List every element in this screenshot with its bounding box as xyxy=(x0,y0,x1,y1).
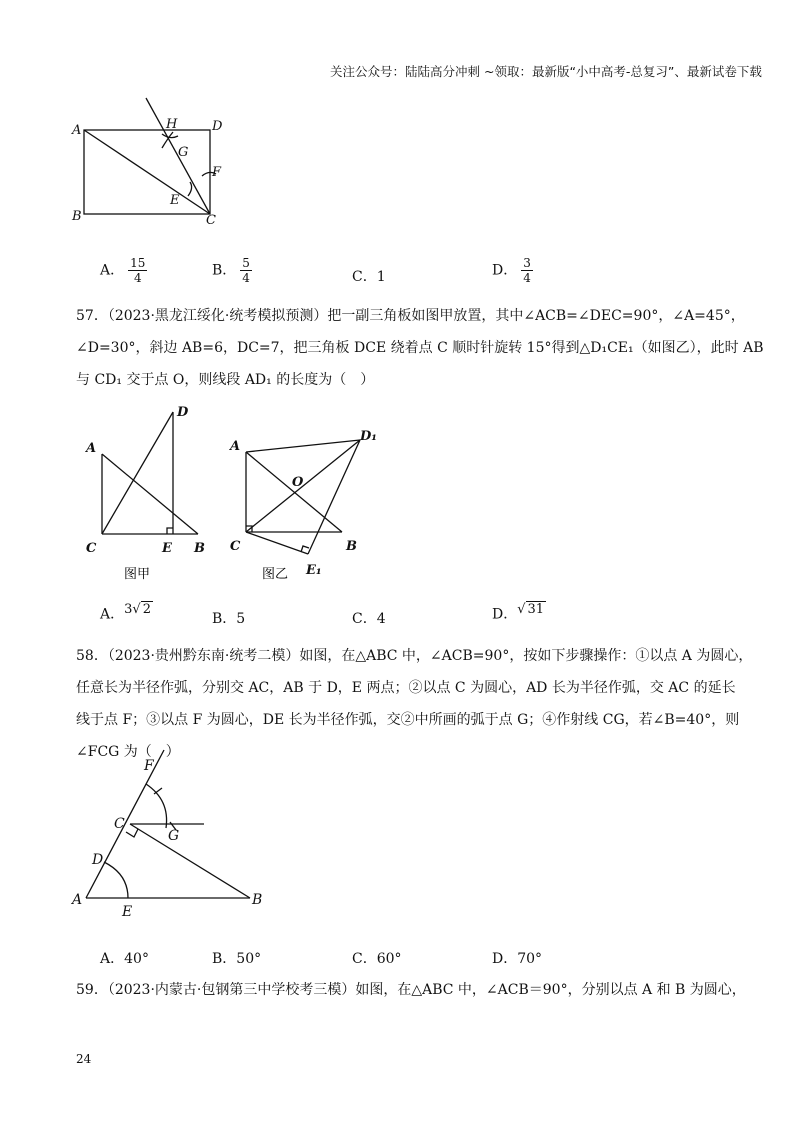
q58-label-d: D xyxy=(92,852,104,868)
q58-option-d[interactable]: D．70° xyxy=(492,951,543,967)
q58-text: 58．（2023·贵州黔东南·统考二模）如图，在△ABC 中，∠ACB=90°，按如下步骤操作：①以点 A 为圆心， 任意长为半径作弧，分别交 AC，AB 于 D，E 两点；②以点 C 为圆心，AD 长为半径作弧，交 AC 的延长 线于点 F；③以点 F 为圆心，DE 长为半径作弧，交②中所画的弧于点 G；④作射线 CG，若∠B=40°，则 ∠FCG 为（ ） xyxy=(76,648,753,760)
q58-label-f: F xyxy=(144,758,154,774)
fig1-label-a: A xyxy=(86,441,97,456)
q56-label-d: D xyxy=(212,119,223,134)
fraction: $\frac{5}{4}$ xyxy=(242,256,250,285)
q58-option-c[interactable]: C．60° xyxy=(352,951,402,967)
q56-option-b[interactable]: B． $\frac{5}{4}$ xyxy=(212,256,250,285)
arc-de xyxy=(104,862,128,898)
fig1-label-b: B xyxy=(194,541,205,556)
right-angle-mark xyxy=(167,528,173,534)
side-ce1 xyxy=(246,532,308,554)
q56-label-f: F xyxy=(212,165,222,180)
arc-e xyxy=(188,182,192,196)
q57-figure-2 xyxy=(226,422,386,587)
q56-label-e: E xyxy=(170,193,180,208)
q58-figure xyxy=(70,742,280,922)
side-dc xyxy=(102,412,173,534)
fig2-label-b: B xyxy=(346,539,357,554)
q56-option-c[interactable]: C．1 xyxy=(352,269,386,285)
page-number: 24 xyxy=(76,1052,92,1066)
q56-label-g: G xyxy=(178,145,189,160)
fig1-label-d: D xyxy=(177,405,189,420)
fig2-label-a: A xyxy=(230,439,241,454)
q56-label-a: A xyxy=(72,123,82,138)
fig2-label-d1: D₁ xyxy=(360,429,377,444)
right-angle-mark xyxy=(126,829,138,837)
q58-option-a[interactable]: A．40° xyxy=(100,951,149,967)
fig1-label-e: E xyxy=(162,541,172,556)
q58-label-e: E xyxy=(122,904,133,920)
fig2-label-e1: E₁ xyxy=(306,563,322,578)
q57-text: 57．（2023·黑龙江绥化·统考模拟预测）把一副三角板如图甲放置，其中∠ACB=∠DEC=90°，∠A=45°， ∠D=30°，斜边 AB=6，DC=7，把三角板 DCE 绕着点 C 顺时针旋转 15°得到△D₁CE₁（如图乙），此时 AB 与 CD₁ 交于点 O，则线段 AD₁ 的长度为（ ） xyxy=(76,308,764,388)
fraction: $\frac{3}{4}$ xyxy=(523,256,531,285)
q58-label-b: B xyxy=(252,892,263,908)
right-angle-mark-e1 xyxy=(301,546,309,552)
radical: √ 31 xyxy=(517,602,545,617)
diagonal-ac xyxy=(84,130,210,214)
fig1-caption: 图甲 xyxy=(124,567,151,582)
page-header: 关注公众号：陆陆高分冲刺 ~领取：最新版“小中高考-总复习”、最新试卷下载 xyxy=(330,64,762,79)
fraction: $\frac{15}{4}$ xyxy=(130,256,146,285)
segment-ad1 xyxy=(246,440,360,452)
fig2-label-o: O xyxy=(292,475,304,490)
q57-option-b[interactable]: B．5 xyxy=(212,611,246,627)
q57-option-c[interactable]: C．4 xyxy=(352,611,386,627)
side-cb xyxy=(130,824,250,898)
q58-label-a: A xyxy=(72,892,83,908)
q56-label-c: C xyxy=(206,213,216,228)
fig2-caption: 图乙 xyxy=(262,567,289,582)
q56-option-a[interactable]: A． $\frac{15}{4}$ xyxy=(100,256,146,285)
fig2-label-c: C xyxy=(230,539,241,554)
q57-option-d[interactable]: D．√ 31 xyxy=(492,602,545,623)
q58-label-c: C xyxy=(114,816,125,832)
q57-option-a[interactable]: A．3√ 2 xyxy=(100,602,151,623)
fig1-label-c: C xyxy=(86,541,97,556)
q57-figure-1 xyxy=(80,402,220,587)
q56-label-b: B xyxy=(72,209,82,224)
arc-fg xyxy=(146,784,167,828)
side-ab xyxy=(102,454,198,534)
radical: 3√ 2 xyxy=(124,602,151,617)
q58-option-b[interactable]: B．50° xyxy=(212,951,262,967)
q56-figure xyxy=(70,92,250,232)
q56-label-h: H xyxy=(166,117,178,132)
q58-label-g: G xyxy=(168,828,180,844)
side-d1e1 xyxy=(308,440,360,554)
q56-option-d[interactable]: D． $\frac{3}{4}$ xyxy=(492,256,531,285)
q59-text: 59．（2023·内蒙古·包钢第三中学校考三模）如图，在△ABC 中，∠ACB＝90°，分别以点 A 和 B 为圆心， xyxy=(76,982,746,998)
